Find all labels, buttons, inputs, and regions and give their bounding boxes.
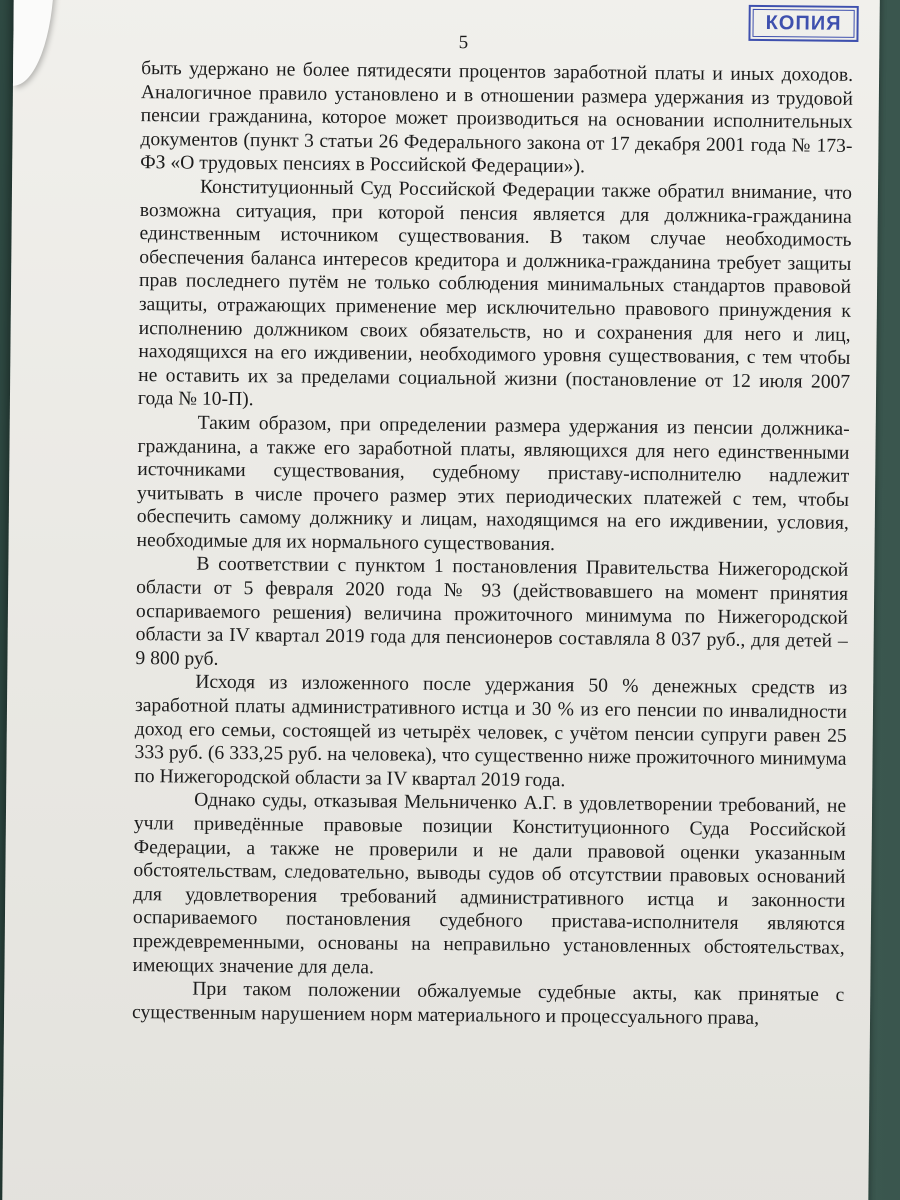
paragraph-conclusion: Таким образом, при определении размера удержания из пенсии должника-гражданина, а также его заработной платы, являющихся для него единственными источниками существования, судебному приставу-исполнителю надлежит учитывать в числе прочего размер этих периодических платежей с тем, чтобы обеспечить самому должнику и лицам, находящимся на его иждивении, условия, необходимые для их нормального существования. bbox=[136, 412, 850, 555]
copy-stamp: КОПИЯ bbox=[748, 5, 858, 42]
paragraph-constitutional-court: Конституционный Суд Российской Федерации также обратил внимание, что возможна ситуация, при которой пенсия является для должника-гражданина единственным источником существования. В таком случае необходимость обеспечения баланса интересов кредитора и должника-гражданина требует защиты прав последнего путём не только соблюдения минимальных стандартов правовой защиты, отражающих применение мер исключительно правового принуждения к исполнению должником своих обязательств, но и сохранения для него и лиц, находящихся на его иждивении, необходимого уровня существования, с тем чтобы не оставить их за пределами социальной жизни (постановление от 12 июля 2007 года № 10-П). bbox=[137, 176, 853, 411]
paragraph-family-income: Исходя из изложенного после удержания 50 % денежных средств из заработной платы административного истца и 30 % из его пенсии по инвалидности доход его семьи, состоящей из четырёх человек, с учётом пенсии супруги равен 25 333 руб. (6 333,25 руб. на человека), что существенно ниже прожиточного минимума по Нижегородской области за IV квартал 2019 года. bbox=[134, 672, 848, 791]
paragraph-final: При таком положении обжалуемые судебные акты, как принятые с существенным нарушением норм материального и процессуального права, bbox=[131, 978, 845, 1029]
paragraph-subsistence-minimum: В соответствии с пунктом 1 постановления Правительства Нижегородской области от 5 февраля 2020 года № 93 (действовавшего на момент принятия оспариваемого решения) величина прожиточного минимума по Нижегородской области за IV квартал 2019 года для пенсионеров составляла 8 037 руб., для детей – 9 800 руб. bbox=[135, 554, 849, 670]
document-body bbox=[132, 57, 853, 1031]
paragraph-court-error: Однако суды, отказывая Мельниченко А.Г. в удовлетворении требований, не учли приведённые правовые позиции Конституционного Суда Российской Федерации, а также не проверили и не дали правовой оценки указанным обстоятельствам, следовательно, выводы судов об отсутствии правовых оснований для удовлетворения требований административного истца и законности оспариваемого постановления судебного пристава-исполнителя являются преждевременными, основаны на неправильно установленных обстоятельствах, имеющих значение для дела. bbox=[132, 790, 847, 978]
page-number: 5 bbox=[458, 32, 469, 54]
paragraph-continuation: быть удержано не более пятидесяти процентов заработной платы и иных доходов. Аналогичное правило установлено и в отношении размера удержания из трудовой пенсии гражданина, которое может производиться на основании исполнительных документов (пункт 3 статьи 26 Федерального закона от 17 декабря 2001 года № 173-ФЗ «О трудовых пенсиях в Российской Федерации»). bbox=[140, 58, 854, 178]
document-page bbox=[2, 0, 880, 1200]
